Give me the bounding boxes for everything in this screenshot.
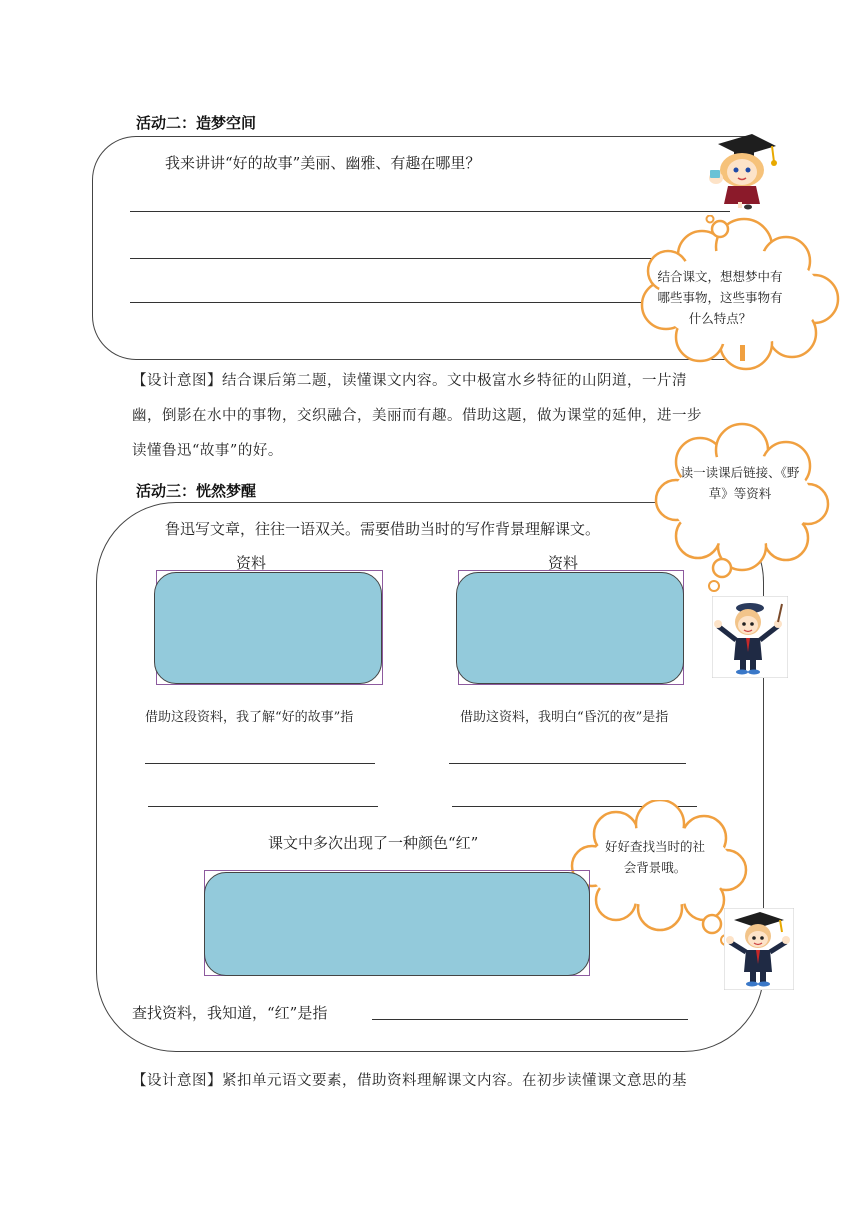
graduate-student-icon <box>712 596 788 678</box>
cloud-hint-text: 结合课文，想想梦中有哪些事物，这些事物有什么特点？ <box>657 269 783 326</box>
answer-line[interactable] <box>372 1019 688 1020</box>
activity2-prompt: 我来讲讲“好的故事”美丽、幽雅、有趣在哪里？ <box>165 154 481 172</box>
activity2-heading: 活动二：造梦空间 <box>136 114 257 132</box>
red-color-prompt: 课文中多次出现了一种颜色“红” <box>268 834 479 852</box>
answer-line[interactable] <box>145 763 375 764</box>
design-intent-line: 幽，倒影在水中的事物，交织融合，美丽而有趣。借助这题，做为课堂的延伸，进一步 <box>132 408 702 424</box>
caption-right: 借助这资料，我明白“昏沉的夜”是指 <box>460 710 669 725</box>
answer-line[interactable] <box>130 302 660 303</box>
material-box-left[interactable] <box>154 572 382 684</box>
graduate-student-icon <box>700 128 780 210</box>
activity3-intro: 鲁迅写文章，往往一语双关。需要借助当时的写作背景理解课文。 <box>165 520 601 538</box>
answer-line[interactable] <box>130 211 730 212</box>
answer-line[interactable] <box>130 258 660 259</box>
graduate-student-icon <box>724 908 794 990</box>
cloud-hint-text: 好好查找当时的社会背景哦。 <box>604 839 705 875</box>
caption-left: 借助这段资料，我了解“好的故事”指 <box>145 710 354 725</box>
design-intent-line: 读懂鲁迅“故事”的好。 <box>132 443 283 459</box>
cloud-hint-text: 读一读课后链接、《野草》等资料 <box>680 465 800 501</box>
material-label-left: 资料 <box>236 554 267 572</box>
design-intent-line: 【设计意图】结合课后第二题，读懂课文内容。文中极富水乡特征的山阴道，一片清 <box>132 373 687 389</box>
material-box-right[interactable] <box>456 572 684 684</box>
answer-line[interactable] <box>148 806 378 807</box>
activity3-heading: 活动三：恍然梦醒 <box>136 482 257 500</box>
design-intent-line: 【设计意图】紧扣单元语文要素，借助资料理解课文内容。在初步读懂课文意思的基 <box>132 1073 687 1089</box>
red-material-box[interactable] <box>204 872 590 976</box>
material-label-right: 资料 <box>548 554 579 572</box>
find-red-meaning: 查找资料，我知道，“红”是指 <box>132 1004 328 1022</box>
answer-line[interactable] <box>449 763 686 764</box>
